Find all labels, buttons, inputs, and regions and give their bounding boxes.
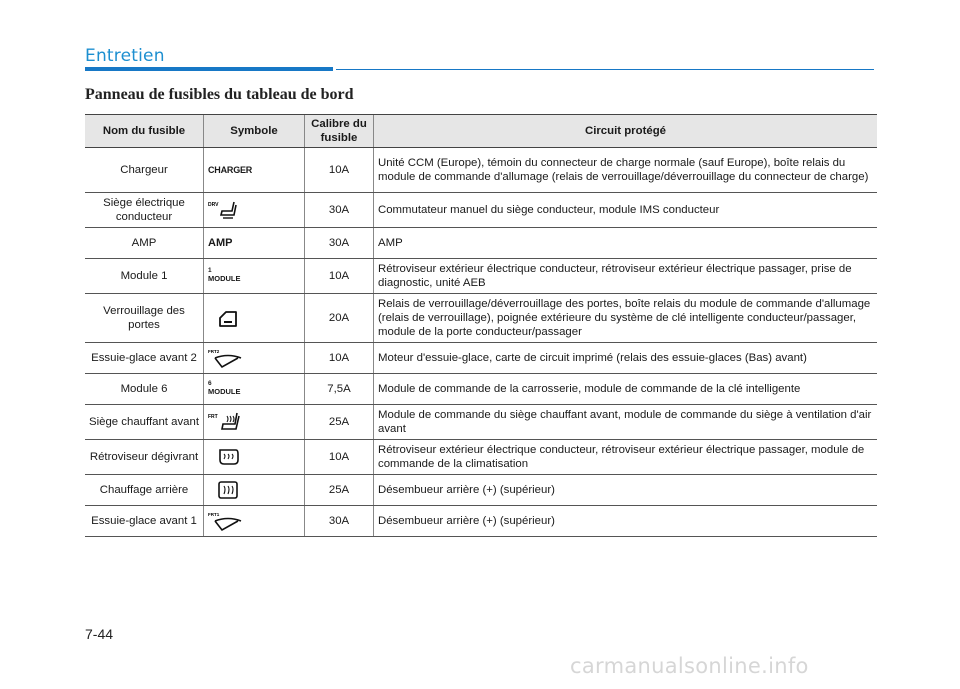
table-row <box>85 343 877 374</box>
column-header-name: Nom du fusible <box>85 115 204 148</box>
table-row <box>85 148 877 193</box>
fuse-rating: 10A <box>305 259 374 294</box>
mirror-defroster-icon <box>208 446 248 468</box>
table-row <box>85 405 877 440</box>
door-lock-icon <box>208 307 248 329</box>
charger-label: CHARGER <box>208 165 253 175</box>
fuse-circuit: Désembueur arrière (+) (supérieur) <box>374 475 878 506</box>
heated-seat-icon <box>208 411 248 433</box>
table-row <box>85 259 877 294</box>
fuse-symbol <box>204 440 305 475</box>
fuse-symbol <box>204 475 305 506</box>
fuse-circuit: Unité CCM (Europe), témoin du connecteur de charge normale (sauf Europe), boîte relais du module de commande d'allumage (relais de verrouillage/déverrouillage du connecteur de charge) <box>374 148 878 193</box>
fuse-name: AMP <box>85 228 204 259</box>
fuse-rating: 10A <box>305 343 374 374</box>
header-rule-thick <box>85 67 333 71</box>
fuse-table <box>85 114 877 537</box>
fuse-rating: 20A <box>305 294 374 343</box>
column-header-symbol: Symbole <box>204 115 305 148</box>
fuse-rating: 10A <box>305 440 374 475</box>
svg-text:DRV: DRV <box>208 202 219 208</box>
fuse-name: Verrouillage des portes <box>85 294 204 343</box>
column-header-rating: Calibre du fusible <box>305 115 374 148</box>
fuse-name: Chargeur <box>85 148 204 193</box>
amp-label: AMP <box>208 237 233 249</box>
fuse-rating: 30A <box>305 228 374 259</box>
module-text: MODULE <box>208 274 241 283</box>
fuse-name: Chauffage arrière <box>85 475 204 506</box>
fuse-rating: 25A <box>305 405 374 440</box>
table-row <box>85 475 877 506</box>
fuse-rating: 25A <box>305 475 374 506</box>
column-header-circuit: Circuit protégé <box>374 115 878 148</box>
fuse-symbol <box>204 405 305 440</box>
fuse-circuit: Relais de verrouillage/déverrouillage des portes, boîte relais du module de commande d'allumage (relais de verrouillage), poignée extérieure du système de clé intelligente conducteur/passager, module de la porte conducteur/passager <box>374 294 878 343</box>
fuse-circuit: Désembueur arrière (+) (supérieur) <box>374 506 878 537</box>
svg-text:FRT1: FRT1 <box>208 512 220 517</box>
module-number: 6 <box>208 380 212 387</box>
fuse-rating: 10A <box>305 148 374 193</box>
module-text: MODULE <box>208 387 241 396</box>
fuse-symbol <box>204 343 305 374</box>
fuse-circuit: Module de commande du siège chauffant avant, module de commande du siège à ventilation d'air avant <box>374 405 878 440</box>
table-header-row <box>85 115 877 148</box>
table-row <box>85 294 877 343</box>
power-seat-icon <box>208 199 248 221</box>
fuse-circuit: Rétroviseur extérieur électrique conducteur, rétroviseur extérieur électrique passager, prise de diagnostic, unité AEB <box>374 259 878 294</box>
fuse-symbol <box>204 148 305 193</box>
module-number: 1 <box>208 267 212 274</box>
page-number: 7-44 <box>85 626 114 642</box>
fuse-symbol <box>204 294 305 343</box>
module-label <box>208 267 241 283</box>
module-label <box>208 380 241 396</box>
fuse-symbol <box>204 259 305 294</box>
rear-defroster-icon <box>208 479 248 501</box>
fuse-circuit: Commutateur manuel du siège conducteur, module IMS conducteur <box>374 193 878 228</box>
table-row <box>85 228 877 259</box>
fuse-symbol <box>204 374 305 405</box>
fuse-symbol <box>204 228 305 259</box>
section-title: Entretien <box>85 46 165 66</box>
footer-watermark: carmanualsonline.info <box>570 654 809 678</box>
fuse-name: Siège chauffant avant <box>85 405 204 440</box>
page-heading: Panneau de fusibles du tableau de bord <box>85 86 354 103</box>
fuse-name: Module 6 <box>85 374 204 405</box>
fuse-circuit: Module de commande de la carrosserie, module de commande de la clé intelligente <box>374 374 878 405</box>
svg-text:FRT: FRT <box>208 414 218 420</box>
table-row <box>85 374 877 405</box>
table-row <box>85 193 877 228</box>
fuse-name: Siège électrique conducteur <box>85 193 204 228</box>
fuse-circuit: Rétroviseur extérieur électrique conducteur, rétroviseur extérieur électrique passager, module de commande de la climatisation <box>374 440 878 475</box>
fuse-name: Rétroviseur dégivrant <box>85 440 204 475</box>
fuse-rating: 30A <box>305 506 374 537</box>
header-rule-thin <box>336 69 874 70</box>
fuse-rating: 7,5A <box>305 374 374 405</box>
fuse-name: Module 1 <box>85 259 204 294</box>
front-wiper-icon <box>208 510 248 532</box>
table-row <box>85 506 877 537</box>
fuse-name: Essuie-glace avant 2 <box>85 343 204 374</box>
fuse-circuit: AMP <box>374 228 878 259</box>
fuse-symbol <box>204 506 305 537</box>
front-wiper-icon <box>208 347 248 369</box>
fuse-circuit: Moteur d'essuie-glace, carte de circuit imprimé (relais des essuie-glaces (Bas) avant) <box>374 343 878 374</box>
svg-text:FRT2: FRT2 <box>208 349 220 354</box>
fuse-symbol <box>204 193 305 228</box>
fuse-rating: 30A <box>305 193 374 228</box>
fuse-name: Essuie-glace avant 1 <box>85 506 204 537</box>
table-row <box>85 440 877 475</box>
